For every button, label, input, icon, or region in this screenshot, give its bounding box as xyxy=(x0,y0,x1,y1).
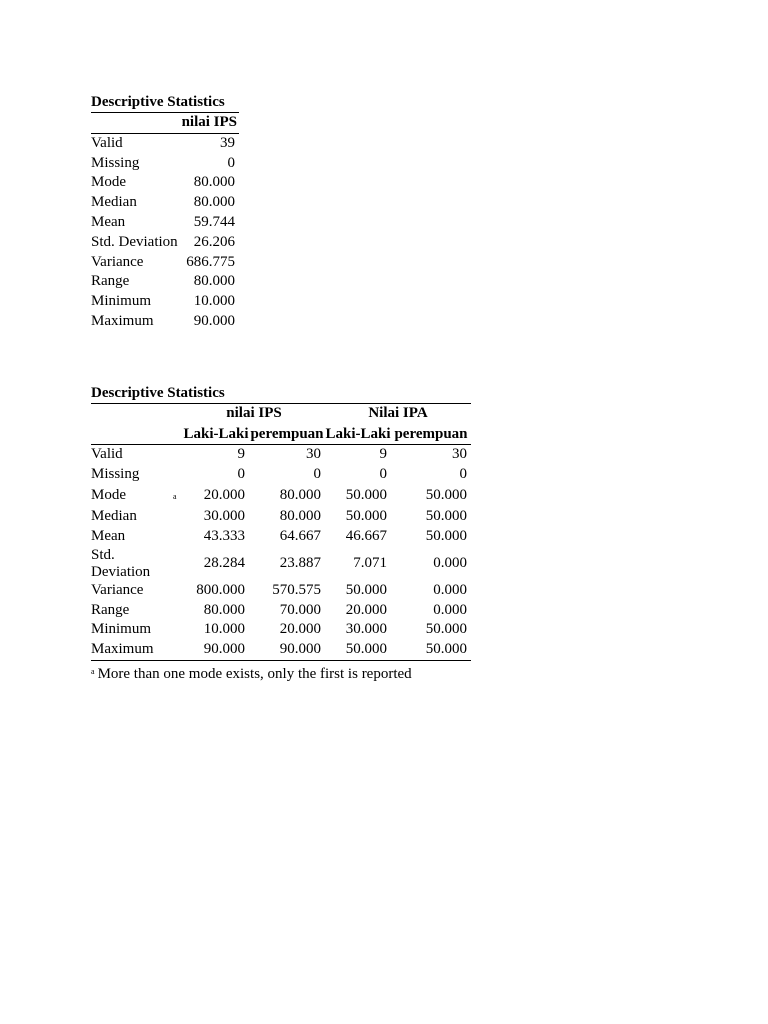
table-row xyxy=(91,444,471,464)
header-empty xyxy=(91,404,183,424)
table-row xyxy=(91,213,239,233)
cell-value: 50.000 xyxy=(425,486,467,503)
cell-value: 50.000 xyxy=(345,581,387,598)
row-label: Mean xyxy=(91,527,126,544)
cell-value: 0.000 xyxy=(433,581,467,598)
cell-value: 50.000 xyxy=(345,508,387,525)
row-label: Maximum xyxy=(91,312,154,329)
row-note xyxy=(173,444,183,464)
table-row xyxy=(91,272,239,292)
cell-value: 0 xyxy=(379,465,387,482)
row-value: 80.000 xyxy=(193,174,235,191)
cell-value: 0 xyxy=(313,465,321,482)
cell-value: 0 xyxy=(459,465,467,482)
cell-value: 23.887 xyxy=(279,554,321,571)
row-label: Range xyxy=(91,273,130,290)
row-label: Variance xyxy=(91,253,144,270)
table-row xyxy=(91,253,239,273)
descriptive-stats-table-1 xyxy=(91,92,239,332)
cell-value: 50.000 xyxy=(425,508,467,525)
table-row xyxy=(91,601,471,621)
cell-value: 20.000 xyxy=(203,486,245,503)
cell-value: 50.000 xyxy=(391,640,471,660)
cell-value: 10.000 xyxy=(203,621,245,638)
table-row xyxy=(91,484,471,507)
descriptive-stats-table-2 xyxy=(91,383,471,683)
row-note xyxy=(173,465,183,485)
table-title: Descriptive Statistics xyxy=(91,94,225,110)
stats-table xyxy=(91,112,239,332)
cell-value: 30.000 xyxy=(345,621,387,638)
row-value: 59.744 xyxy=(193,213,235,230)
cell-value: 70.000 xyxy=(279,601,321,618)
row-label: Range xyxy=(91,601,130,618)
cell-value: 7.071 xyxy=(353,554,387,571)
table-row xyxy=(91,133,239,153)
row-label: Mode xyxy=(91,486,126,503)
cell-value: 9 xyxy=(237,445,245,462)
cell-value: 80.000 xyxy=(279,508,321,525)
cell-value: 30 xyxy=(306,445,321,462)
header-empty xyxy=(91,113,181,134)
cell-value: 64.667 xyxy=(279,527,321,544)
row-note xyxy=(173,601,183,621)
row-value: 80.000 xyxy=(193,273,235,290)
header-empty xyxy=(91,424,183,445)
footnote xyxy=(91,663,471,683)
row-label: Missing xyxy=(91,465,140,482)
subheader-ipa-perempuan: perempuan xyxy=(391,424,471,445)
table-row xyxy=(91,292,239,312)
cell-value: 46.667 xyxy=(345,527,387,544)
cell-value: 800.000 xyxy=(196,581,245,598)
row-note xyxy=(173,507,183,527)
table-row xyxy=(91,312,239,332)
row-label: Minimum xyxy=(91,621,152,638)
row-label: Valid xyxy=(91,445,123,462)
column-header: nilai IPS xyxy=(181,113,239,134)
row-label: Mean xyxy=(91,213,126,230)
subheader-ips-perempuan: perempuan xyxy=(249,424,325,445)
row-note xyxy=(173,581,183,601)
table-row xyxy=(91,173,239,193)
cell-value: 30 xyxy=(452,445,467,462)
cell-value: 9 xyxy=(379,445,387,462)
table-row xyxy=(91,527,471,547)
cell-value: 30.000 xyxy=(203,508,245,525)
row-value: 10.000 xyxy=(193,293,235,310)
cell-value: 0.000 xyxy=(433,601,467,618)
row-value: 686.775 xyxy=(186,253,235,270)
cell-value: 570.575 xyxy=(272,581,321,598)
group-header-ipa: Nilai IPA xyxy=(368,405,428,421)
footnote-marker: a xyxy=(91,666,95,676)
subheader-ips-laki: Laki-Laki xyxy=(183,424,249,445)
row-value: 39 xyxy=(220,134,235,151)
table-row xyxy=(91,193,239,213)
table-row xyxy=(91,154,239,174)
row-label: Variance xyxy=(91,581,144,598)
table-row xyxy=(91,640,471,660)
row-value: 26.206 xyxy=(193,233,235,250)
table-row xyxy=(91,465,471,485)
cell-value: 80.000 xyxy=(279,486,321,503)
row-label: Missing xyxy=(91,154,140,171)
row-label: Std. Deviation xyxy=(91,233,178,250)
row-note xyxy=(173,620,183,640)
cell-value: 20.000 xyxy=(279,621,321,638)
row-note: a xyxy=(173,492,177,502)
table-row xyxy=(91,547,471,581)
footnote-text: More than one mode exists, only the first is reported xyxy=(97,665,412,682)
row-label: Minimum xyxy=(91,293,152,310)
cell-value: 0 xyxy=(237,465,245,482)
cell-value: 50.000 xyxy=(425,621,467,638)
row-label: Maximum xyxy=(91,640,173,660)
cell-value: 50.000 xyxy=(425,527,467,544)
cell-value: 50.000 xyxy=(345,486,387,503)
table-row xyxy=(91,581,471,601)
cell-value: 90.000 xyxy=(249,640,325,660)
cell-value: 0.000 xyxy=(433,554,467,571)
row-value: 90.000 xyxy=(193,312,235,329)
table-row xyxy=(91,233,239,253)
table-row xyxy=(91,620,471,640)
row-label: Std. Deviation xyxy=(91,546,151,580)
stats-table xyxy=(91,403,471,661)
subheader-ipa-laki: Laki-Laki xyxy=(325,424,391,445)
row-label: Median xyxy=(91,508,137,525)
group-header-ips: nilai IPS xyxy=(226,405,282,421)
row-note xyxy=(173,527,183,547)
row-note xyxy=(173,640,183,660)
row-note xyxy=(173,547,183,581)
row-value: 80.000 xyxy=(193,194,235,211)
cell-value: 20.000 xyxy=(345,601,387,618)
table-row xyxy=(91,507,471,527)
cell-value: 28.284 xyxy=(203,554,245,571)
row-label: Mode xyxy=(91,174,126,191)
cell-value: 43.333 xyxy=(203,527,245,544)
row-label: Valid xyxy=(91,134,123,151)
row-value: 0 xyxy=(227,154,235,171)
cell-value: 50.000 xyxy=(325,640,391,660)
cell-value: 80.000 xyxy=(203,601,245,618)
table-title: Descriptive Statistics xyxy=(91,385,225,401)
cell-value: 90.000 xyxy=(183,640,249,660)
row-label: Median xyxy=(91,194,137,211)
